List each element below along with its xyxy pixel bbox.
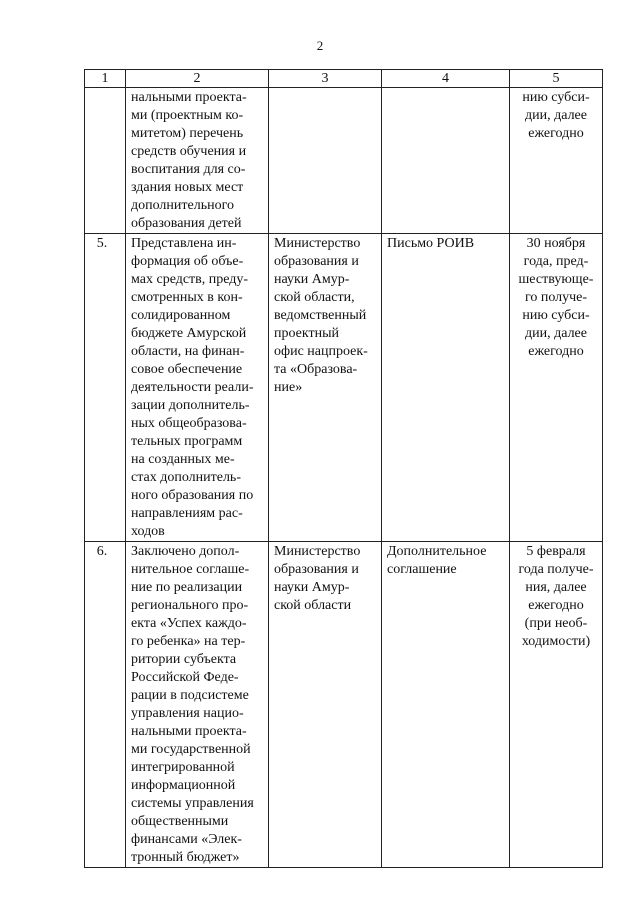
column-header: 4 — [382, 70, 510, 88]
table-row — [85, 88, 603, 234]
row-number: 5. — [85, 234, 126, 542]
measures-table — [84, 69, 603, 868]
row-deadline: 30 ноября года, пред- шествующе- го получе- нию субси- дии, далее ежегодно — [510, 234, 603, 542]
column-header: 5 — [510, 70, 603, 88]
row-description: нальными проекта- ми (проектным ко- митетом) перечень средств обучения и воспитания для со- здания новых мест дополнительного образования детей — [126, 88, 269, 234]
page-number: 2 — [316, 38, 324, 53]
row-description: Заключено допол- нительное соглаше- ние по реализации регионального про- екта «Успех каждо- го ребенка» на тер- ритории субъекта Российской Феде- рации в подсистеме управления нацио- нальными проекта- ми государственной интегрированной информационной системы управления общественными финансами «Элек- тронный бюджет» — [126, 542, 269, 868]
column-header: 3 — [269, 70, 382, 88]
row-description: Представлена ин- формация об объе- мах средств, преду- смотренных в кон- солидированном бюджете Амурской области, на финан- совое обеспечение деятельности реали- зации дополнитель- ных общеобразова- тельных программ на созданных ме- стах дополнитель- ного образования по направлениям рас- ходов — [126, 234, 269, 542]
row-document — [382, 88, 510, 234]
row-number — [85, 88, 126, 234]
row-responsible: Министерство образования и науки Амур- ской области — [269, 542, 382, 868]
row-responsible — [269, 88, 382, 234]
table-row — [85, 234, 603, 542]
row-responsible: Министерство образования и науки Амур- ской области, ведомственный проектный офис нацпроек- та «Образова- ние» — [269, 234, 382, 542]
row-document: Дополнительное соглашение — [382, 542, 510, 868]
row-deadline: нию субси- дии, далее ежегодно — [510, 88, 603, 234]
column-header: 2 — [126, 70, 269, 88]
table-header-row — [85, 70, 603, 88]
row-document: Письмо РОИВ — [382, 234, 510, 542]
row-number: 6. — [85, 542, 126, 868]
row-deadline: 5 февраля года получе- ния, далее ежегодно (при необ- ходимости) — [510, 542, 603, 868]
column-header: 1 — [85, 70, 126, 88]
table-row — [85, 542, 603, 868]
